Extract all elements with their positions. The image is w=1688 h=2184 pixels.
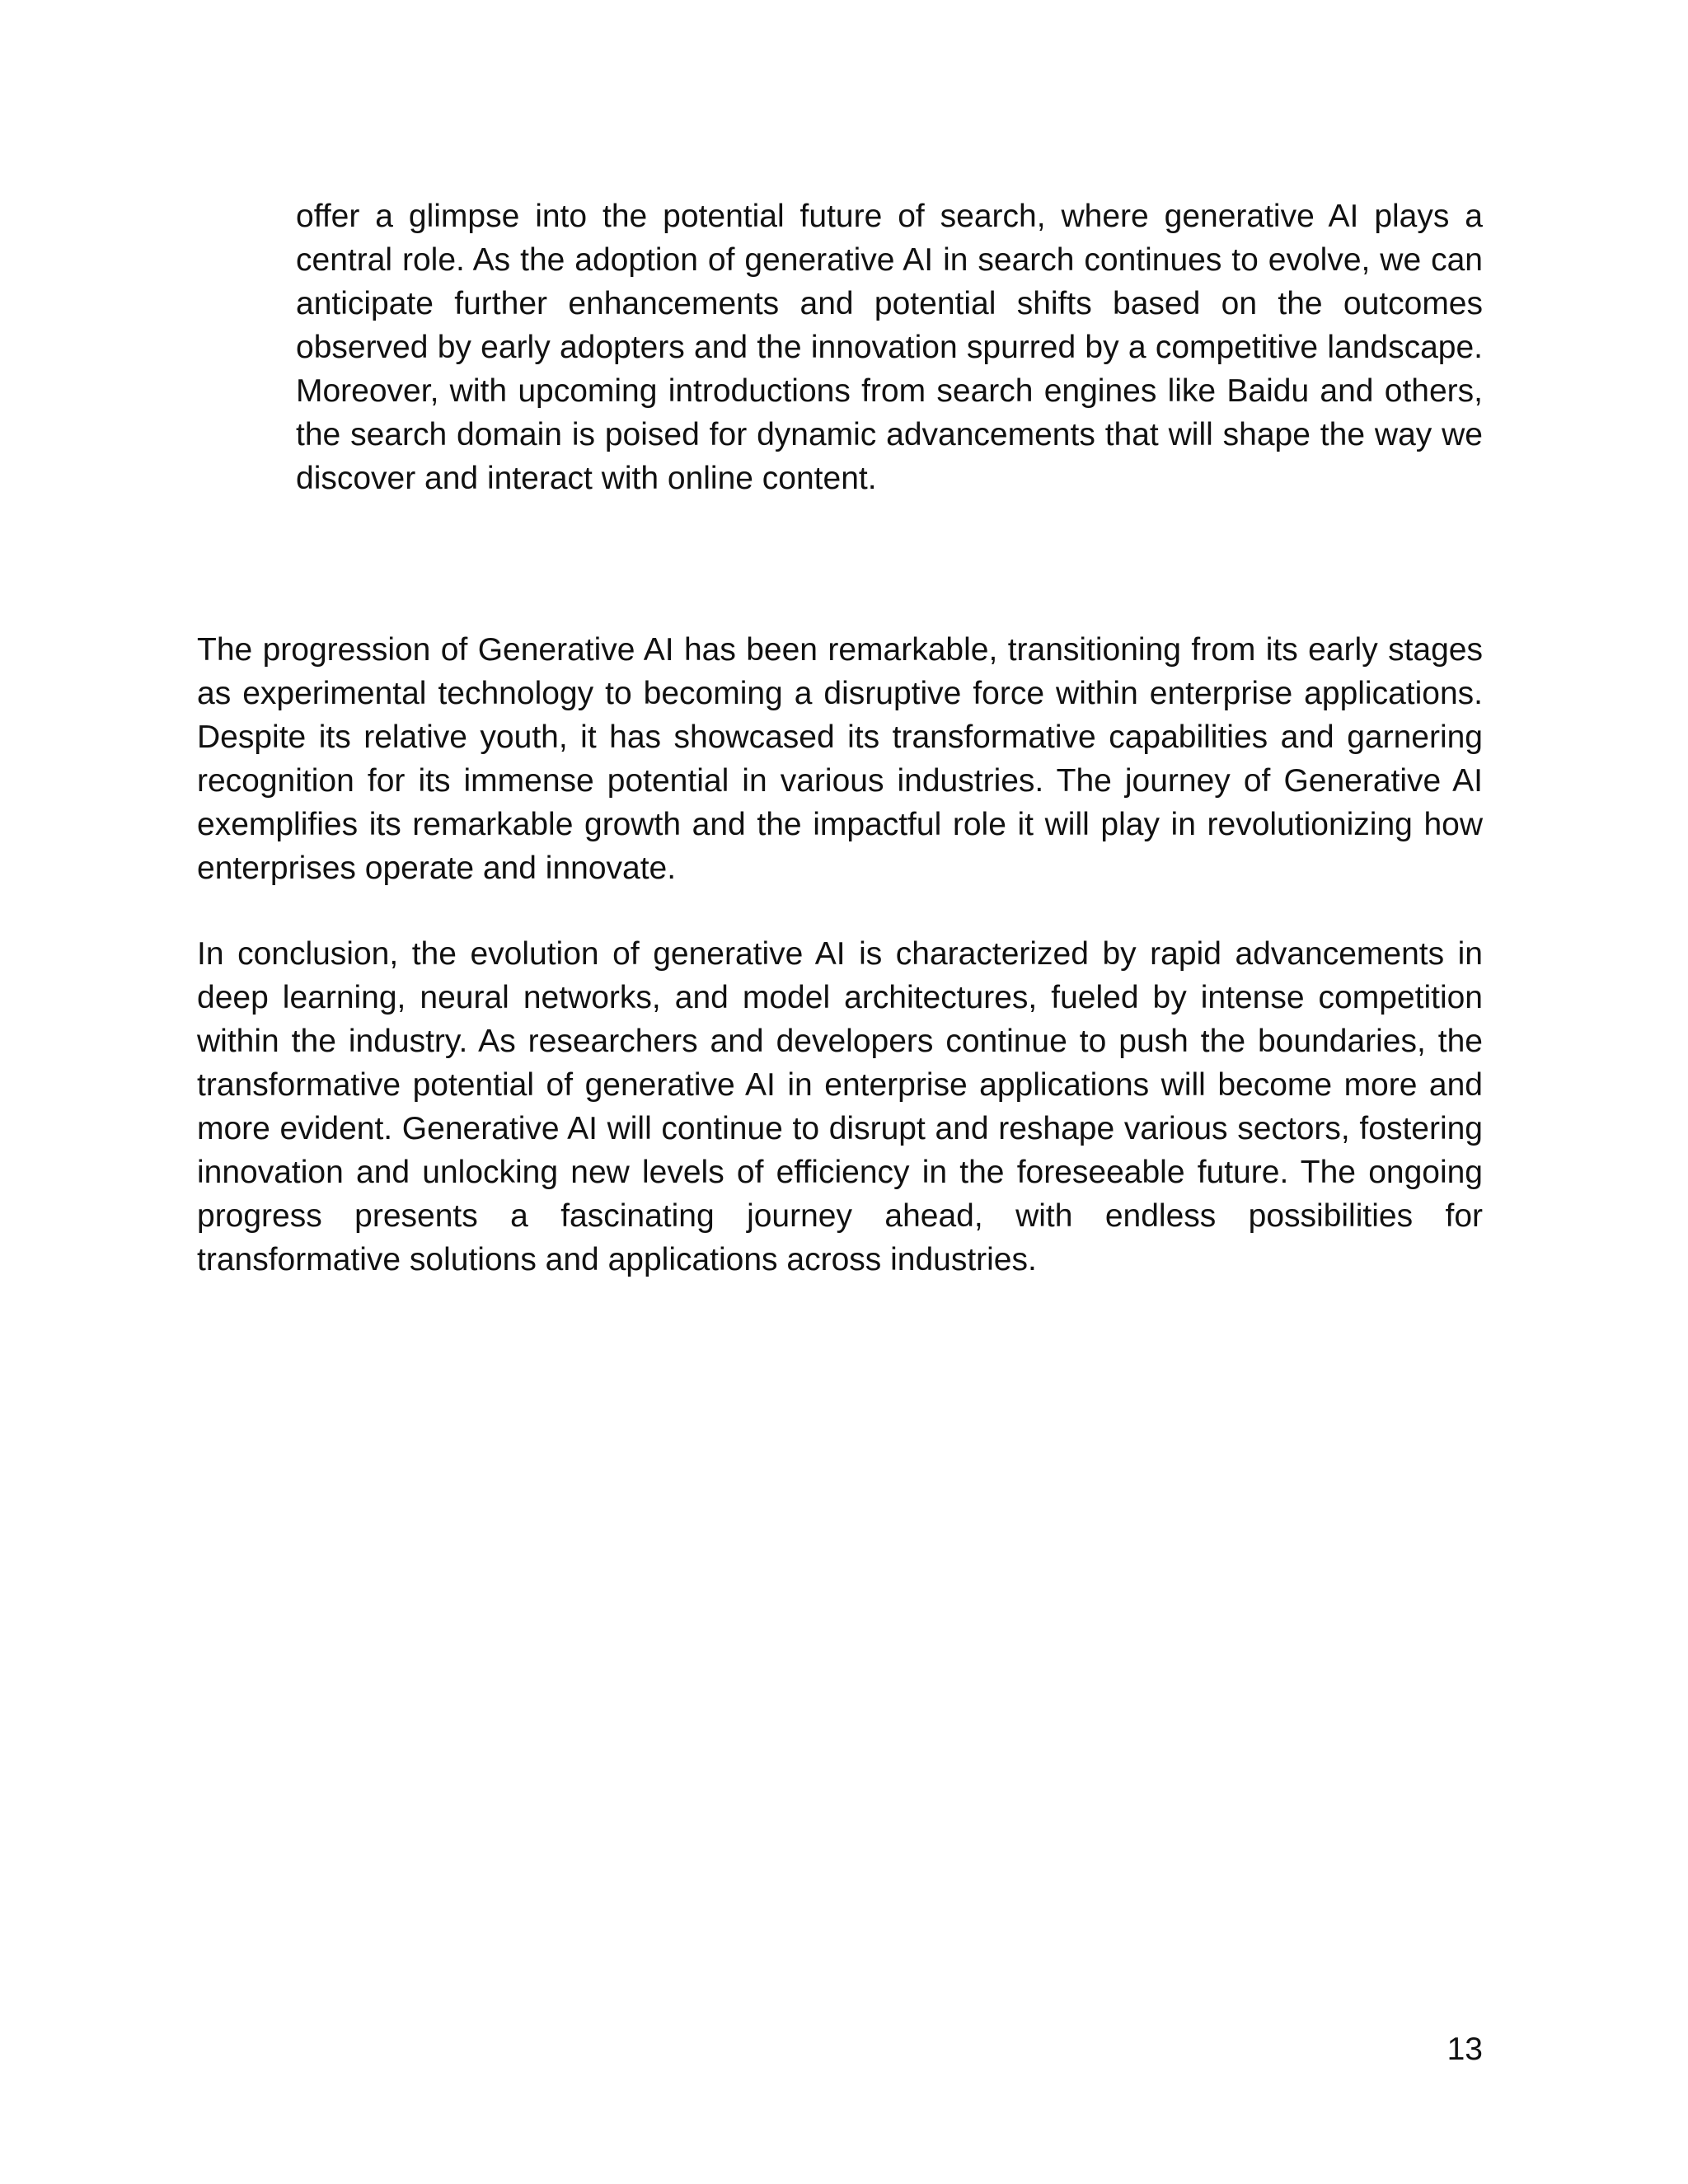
indented-paragraph: offer a glimpse into the potential future of search, where generative AI plays a central role. As the adoption of generative AI in search continues to evolve, we can anticipate further enhancements and potential shifts based on the outcomes observed by early adopters and the innovation spurred by a competitive landscape. Moreover, with upcoming introductions from search engines like Baidu and others, the search domain is poised for dynamic advancements that will shape the way we discover and interact with online content.: [296, 199, 1483, 496]
body-paragraph-conclusion: In conclusion, the evolution of generative AI is characterized by rapid advancements in deep learning, neural networks, and model architectures, fueled by intense competition within the industry. As researchers and developers continue to push the boundaries, the transformative potential of generative AI in enterprise applications will become more and more evident. Generative AI will continue to disrupt and reshape various sectors, fostering innovation and unlocking new levels of efficiency in the foreseeable future. The ongoing progress presents a fascinating journey ahead, with endless possibilities for transformative solutions and applications across industries.: [197, 936, 1483, 1277]
page-number: 13: [1447, 2032, 1483, 2067]
body-paragraph-progression: The progression of Generative AI has been remarkable, transitioning from its early stages as experimental technology to becoming a disruptive force within enterprise applications. Despite its relative youth, it has showcased its transformative capabilities and garnering recognition for its immense potential in various industries. The journey of Generative AI exemplifies its remarkable growth and the impactful role it will play in revolutionizing how enterprises operate and innovate.: [197, 632, 1483, 886]
